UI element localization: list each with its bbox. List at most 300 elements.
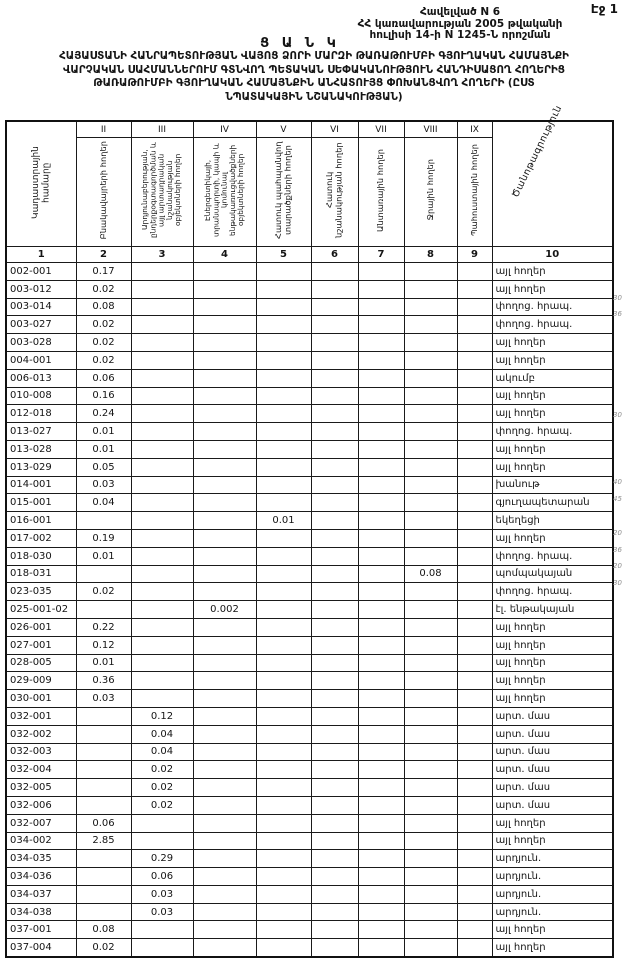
value-cell-settlement: 0.02 xyxy=(76,316,131,334)
cadastral-code-cell: 032-003 xyxy=(6,743,76,761)
value-cell-infrastructure xyxy=(193,832,256,850)
value-cell-special xyxy=(311,850,358,868)
value-cell-forest xyxy=(358,476,404,494)
header-special-lands: Հատուկ նշանակության հողեր xyxy=(311,138,358,247)
table-row xyxy=(6,868,613,886)
value-cell-reserve xyxy=(457,423,492,441)
note-cell: փողոց. հրապ. xyxy=(492,547,613,565)
value-cell-protected xyxy=(256,583,311,601)
cadastral-code-cell: 015-001 xyxy=(6,494,76,512)
value-cell-forest xyxy=(358,316,404,334)
table-row xyxy=(6,458,613,476)
value-cell-settlement: 0.19 xyxy=(76,529,131,547)
table-row xyxy=(6,761,613,779)
cadastral-number-label: Կադաստրային համարը xyxy=(30,146,52,219)
value-cell-water xyxy=(404,512,457,530)
value-cell-protected xyxy=(256,263,311,281)
value-cell-protected xyxy=(256,405,311,423)
appendix-line: ՀՀ կառավարության 2005 թվականի xyxy=(357,17,563,30)
value-cell-reserve xyxy=(457,885,492,903)
table-row xyxy=(6,583,613,601)
table-row xyxy=(6,512,613,530)
cadastral-code-cell: 018-030 xyxy=(6,547,76,565)
value-cell-water xyxy=(404,263,457,281)
cadastral-code-cell: 032-004 xyxy=(6,761,76,779)
value-cell-water xyxy=(404,707,457,725)
value-cell-special xyxy=(311,636,358,654)
cadastral-code-cell: 034-036 xyxy=(6,868,76,886)
value-cell-forest xyxy=(358,636,404,654)
value-cell-special xyxy=(311,743,358,761)
value-cell-protected xyxy=(256,761,311,779)
value-cell-reserve xyxy=(457,298,492,316)
value-cell-industrial xyxy=(131,387,193,405)
value-cell-industrial xyxy=(131,369,193,387)
value-cell-settlement: 0.03 xyxy=(76,690,131,708)
value-cell-infrastructure xyxy=(193,334,256,352)
cadastral-code-cell: 003-014 xyxy=(6,298,76,316)
value-cell-protected xyxy=(256,636,311,654)
value-cell-protected xyxy=(256,387,311,405)
margin-mark: 40 xyxy=(613,478,622,487)
value-cell-infrastructure xyxy=(193,761,256,779)
note-cell: փողոց. հրապ. xyxy=(492,423,613,441)
note-cell: փողոց. հրապ. xyxy=(492,583,613,601)
value-cell-forest xyxy=(358,850,404,868)
value-cell-infrastructure xyxy=(193,707,256,725)
value-cell-infrastructure xyxy=(193,921,256,939)
value-cell-protected xyxy=(256,440,311,458)
value-cell-industrial xyxy=(131,405,193,423)
value-cell-reserve xyxy=(457,440,492,458)
header-forest-lands: Անտառային հողեր xyxy=(358,138,404,247)
value-cell-forest xyxy=(358,832,404,850)
value-cell-infrastructure xyxy=(193,529,256,547)
note-cell: այլ հողեր xyxy=(492,654,613,672)
value-cell-industrial: 0.04 xyxy=(131,743,193,761)
value-cell-infrastructure xyxy=(193,458,256,476)
value-cell-special xyxy=(311,529,358,547)
value-cell-forest xyxy=(358,921,404,939)
note-cell: այլ հողեր xyxy=(492,440,613,458)
value-cell-reserve xyxy=(457,832,492,850)
note-cell: գյուղապետարան xyxy=(492,494,613,512)
value-cell-infrastructure xyxy=(193,494,256,512)
cadastral-code-cell: 010-008 xyxy=(6,387,76,405)
value-cell-forest xyxy=(358,565,404,583)
value-cell-special xyxy=(311,547,358,565)
value-cell-protected: 0.01 xyxy=(256,512,311,530)
value-cell-infrastructure xyxy=(193,850,256,868)
value-cell-reserve xyxy=(457,636,492,654)
header-industrial-lands: Արդյունաբերության, ընդերքօգտագործման և այլ արտադրական նշանակության օբյեկտների հողեր xyxy=(131,138,193,247)
value-cell-water xyxy=(404,654,457,672)
table-row xyxy=(6,440,613,458)
value-cell-water xyxy=(404,280,457,298)
value-cell-water xyxy=(404,547,457,565)
value-cell-water xyxy=(404,690,457,708)
value-cell-water xyxy=(404,903,457,921)
column-number-row xyxy=(6,247,613,263)
value-cell-forest xyxy=(358,423,404,441)
table-row xyxy=(6,814,613,832)
table-row xyxy=(6,832,613,850)
value-cell-settlement xyxy=(76,565,131,583)
value-cell-forest xyxy=(358,601,404,619)
cadastral-code-cell: 034-037 xyxy=(6,885,76,903)
value-cell-infrastructure xyxy=(193,903,256,921)
note-cell: այլ հողեր xyxy=(492,458,613,476)
value-cell-water xyxy=(404,939,457,957)
value-cell-water xyxy=(404,316,457,334)
value-cell-special xyxy=(311,512,358,530)
note-cell: փողոց. հրապ. xyxy=(492,298,613,316)
value-cell-special xyxy=(311,832,358,850)
value-cell-settlement: 0.03 xyxy=(76,476,131,494)
value-cell-reserve xyxy=(457,868,492,886)
cadastral-code-cell: 006-013 xyxy=(6,369,76,387)
value-cell-industrial xyxy=(131,565,193,583)
value-cell-protected xyxy=(256,885,311,903)
table-row xyxy=(6,796,613,814)
value-cell-special xyxy=(311,298,358,316)
value-cell-settlement: 0.17 xyxy=(76,263,131,281)
column-number-cell: 7 xyxy=(358,247,404,263)
cadastral-code-cell: 013-029 xyxy=(6,458,76,476)
cadastral-code-cell: 030-001 xyxy=(6,690,76,708)
value-cell-settlement xyxy=(76,761,131,779)
column-number-cell: 3 xyxy=(131,247,193,263)
note-cell: արդյուն. xyxy=(492,885,613,903)
table-row xyxy=(6,707,613,725)
value-cell-forest xyxy=(358,690,404,708)
value-cell-reserve xyxy=(457,512,492,530)
value-cell-water xyxy=(404,529,457,547)
value-cell-water xyxy=(404,743,457,761)
cadastral-code-cell: 028-005 xyxy=(6,654,76,672)
value-cell-protected xyxy=(256,476,311,494)
value-cell-industrial xyxy=(131,494,193,512)
value-cell-special xyxy=(311,423,358,441)
value-cell-water xyxy=(404,850,457,868)
value-cell-forest xyxy=(358,458,404,476)
roman-cell: IV xyxy=(193,121,256,138)
cadastral-code-cell: 037-004 xyxy=(6,939,76,957)
value-cell-infrastructure xyxy=(193,512,256,530)
table-row xyxy=(6,654,613,672)
roman-cell: V xyxy=(256,121,311,138)
value-cell-special xyxy=(311,814,358,832)
value-cell-infrastructure xyxy=(193,743,256,761)
value-cell-special xyxy=(311,761,358,779)
value-cell-protected xyxy=(256,565,311,583)
cadastral-code-cell: 034-002 xyxy=(6,832,76,850)
header-note-column xyxy=(492,103,613,247)
value-cell-forest xyxy=(358,298,404,316)
value-cell-reserve xyxy=(457,583,492,601)
value-cell-forest xyxy=(358,387,404,405)
value-cell-infrastructure: 0.002 xyxy=(193,601,256,619)
value-cell-industrial xyxy=(131,547,193,565)
value-cell-industrial xyxy=(131,832,193,850)
value-cell-industrial xyxy=(131,921,193,939)
value-cell-water xyxy=(404,440,457,458)
note-cell: խանութ xyxy=(492,476,613,494)
table-row xyxy=(6,547,613,565)
table-row xyxy=(6,423,613,441)
value-cell-industrial: 0.02 xyxy=(131,761,193,779)
note-cell: արտ. մաս xyxy=(492,725,613,743)
value-cell-settlement: 2.85 xyxy=(76,832,131,850)
note-cell: փողոց. հրապ. xyxy=(492,316,613,334)
value-cell-infrastructure xyxy=(193,280,256,298)
value-cell-industrial xyxy=(131,512,193,530)
value-cell-settlement xyxy=(76,512,131,530)
value-cell-settlement: 0.02 xyxy=(76,939,131,957)
value-cell-industrial xyxy=(131,298,193,316)
table-row xyxy=(6,387,613,405)
margin-mark: 36 xyxy=(613,310,622,319)
table-row xyxy=(6,476,613,494)
appendix-line: հուլիսի 14-ի N 1245-Ն որոշման xyxy=(369,29,551,41)
value-cell-reserve xyxy=(457,850,492,868)
appendix-line: Հավելված N 6 xyxy=(419,6,501,18)
cadastral-code-cell: 032-007 xyxy=(6,814,76,832)
table-row xyxy=(6,369,613,387)
value-cell-special xyxy=(311,921,358,939)
roman-cell: III xyxy=(131,121,193,138)
header-protected-lands: Հատուկ պահպանվող տարածքների հողեր xyxy=(256,138,311,247)
table-row xyxy=(6,850,613,868)
value-cell-water xyxy=(404,725,457,743)
roman-cell: VIII xyxy=(404,121,457,138)
table-row xyxy=(6,298,613,316)
note-cell: պոմպակայան xyxy=(492,565,613,583)
value-cell-settlement: 0.36 xyxy=(76,672,131,690)
value-cell-forest xyxy=(358,280,404,298)
value-cell-reserve xyxy=(457,565,492,583)
note-cell: արտ. մաս xyxy=(492,779,613,797)
value-cell-industrial xyxy=(131,334,193,352)
value-cell-industrial xyxy=(131,690,193,708)
value-cell-reserve xyxy=(457,387,492,405)
value-cell-special xyxy=(311,280,358,298)
cadastral-code-cell: 003-028 xyxy=(6,334,76,352)
value-cell-water xyxy=(404,458,457,476)
value-cell-water xyxy=(404,885,457,903)
value-cell-reserve xyxy=(457,725,492,743)
value-cell-water xyxy=(404,761,457,779)
table-row xyxy=(6,494,613,512)
value-cell-settlement: 0.02 xyxy=(76,351,131,369)
value-cell-protected xyxy=(256,903,311,921)
value-cell-settlement xyxy=(76,743,131,761)
value-cell-protected xyxy=(256,316,311,334)
margin-mark: 20 xyxy=(613,562,622,571)
value-cell-settlement xyxy=(76,903,131,921)
value-cell-settlement: 0.06 xyxy=(76,814,131,832)
column-number-cell: 1 xyxy=(6,247,76,263)
value-cell-forest xyxy=(358,405,404,423)
value-cell-forest xyxy=(358,494,404,512)
note-cell: այլ հողեր xyxy=(492,334,613,352)
value-cell-forest xyxy=(358,796,404,814)
value-cell-settlement: 0.12 xyxy=(76,636,131,654)
value-cell-settlement: 0.01 xyxy=(76,547,131,565)
table-row xyxy=(6,779,613,797)
column-number-cell: 9 xyxy=(457,247,492,263)
table-row xyxy=(6,529,613,547)
value-cell-protected xyxy=(256,868,311,886)
table-row xyxy=(6,725,613,743)
note-cell: այլ հողեր xyxy=(492,405,613,423)
table-row xyxy=(6,405,613,423)
cadastral-code-cell: 025-001-02 xyxy=(6,601,76,619)
value-cell-settlement: 0.05 xyxy=(76,458,131,476)
value-cell-water xyxy=(404,832,457,850)
value-cell-reserve xyxy=(457,494,492,512)
title-line: ՆՊԱՏԱԿԱՅԻՆ ՆՇԱՆԱԿՈՒԹՅԱՆ) xyxy=(225,90,403,103)
value-cell-water xyxy=(404,583,457,601)
value-cell-forest xyxy=(358,779,404,797)
value-cell-settlement: 0.01 xyxy=(76,654,131,672)
value-cell-infrastructure xyxy=(193,672,256,690)
value-cell-infrastructure xyxy=(193,885,256,903)
value-cell-settlement xyxy=(76,850,131,868)
value-cell-special xyxy=(311,707,358,725)
value-cell-settlement: 0.16 xyxy=(76,387,131,405)
value-cell-reserve xyxy=(457,743,492,761)
note-cell: արդյուն. xyxy=(492,868,613,886)
note-cell: այլ հողեր xyxy=(492,636,613,654)
value-cell-water: 0.08 xyxy=(404,565,457,583)
value-cell-forest xyxy=(358,583,404,601)
note-cell: այլ հողեր xyxy=(492,690,613,708)
value-cell-forest xyxy=(358,939,404,957)
value-cell-special xyxy=(311,458,358,476)
value-cell-reserve xyxy=(457,280,492,298)
value-cell-infrastructure xyxy=(193,440,256,458)
margin-mark: 36 xyxy=(613,545,622,554)
value-cell-water xyxy=(404,921,457,939)
land-parcels-table xyxy=(5,103,614,958)
value-cell-industrial xyxy=(131,440,193,458)
value-cell-protected xyxy=(256,779,311,797)
value-cell-settlement xyxy=(76,707,131,725)
value-cell-industrial: 0.12 xyxy=(131,707,193,725)
value-cell-industrial: 0.06 xyxy=(131,868,193,886)
value-cell-special xyxy=(311,779,358,797)
value-cell-industrial xyxy=(131,263,193,281)
value-cell-reserve xyxy=(457,316,492,334)
value-cell-forest xyxy=(358,529,404,547)
note-cell: այլ հողեր xyxy=(492,280,613,298)
value-cell-infrastructure xyxy=(193,690,256,708)
value-cell-protected xyxy=(256,601,311,619)
margin-mark: 20 xyxy=(613,528,622,537)
value-cell-settlement xyxy=(76,725,131,743)
value-cell-protected xyxy=(256,814,311,832)
header-settlement-lands: Բնակավայրերի հողեր xyxy=(76,138,131,247)
value-cell-forest xyxy=(358,743,404,761)
value-cell-reserve xyxy=(457,690,492,708)
cadastral-code-cell: 018-031 xyxy=(6,565,76,583)
table-row xyxy=(6,280,613,298)
title-line: ԹԱՌԱԹՈՒՄԲԻ ԳՅՈՒՂԱԿԱՆ ՀԱՄԱՅՆՔԻՆ ԱՆՀԱՏՈՒՅՑ ՓՈԽԱՆՑՎՈՂ ՀՈՂԵՐԻ (ԸՍՏ xyxy=(93,77,535,89)
value-cell-industrial xyxy=(131,458,193,476)
roman-cell: IX xyxy=(457,121,492,138)
cadastral-code-cell: 017-002 xyxy=(6,529,76,547)
value-cell-infrastructure xyxy=(193,263,256,281)
title-line: ՀԱՅԱՍՏԱՆԻ ՀԱՆՐԱՊԵՏՈՒԹՅԱՆ ՎԱՅՈՑ ՁՈՐԻ ՄԱՐԶԻ ԹԱՌԱԹՈՒՄԲԻ ԳՅՈՒՂԱԿԱՆ ՀԱՄԱՅՆՔԻ xyxy=(59,50,569,62)
value-cell-protected xyxy=(256,423,311,441)
value-cell-special xyxy=(311,334,358,352)
value-cell-industrial xyxy=(131,939,193,957)
table-row xyxy=(6,601,613,619)
table-row xyxy=(6,334,613,352)
note-cell: էլ. ենթակայան xyxy=(492,601,613,619)
note-column-label: Ծանոթագրություն xyxy=(509,103,564,200)
value-cell-reserve xyxy=(457,707,492,725)
note-cell: արտ. մաս xyxy=(492,707,613,725)
value-cell-special xyxy=(311,939,358,957)
cadastral-code-cell: 002-001 xyxy=(6,263,76,281)
value-cell-infrastructure xyxy=(193,779,256,797)
value-cell-reserve xyxy=(457,779,492,797)
roman-numeral-row xyxy=(6,121,613,138)
cadastral-code-cell: 003-012 xyxy=(6,280,76,298)
value-cell-special xyxy=(311,690,358,708)
value-cell-water xyxy=(404,814,457,832)
value-cell-special xyxy=(311,387,358,405)
column-number-cell: 4 xyxy=(193,247,256,263)
value-cell-settlement xyxy=(76,601,131,619)
roman-cell: VI xyxy=(311,121,358,138)
value-cell-special xyxy=(311,583,358,601)
value-cell-infrastructure xyxy=(193,547,256,565)
value-cell-settlement: 0.02 xyxy=(76,334,131,352)
value-cell-industrial xyxy=(131,672,193,690)
value-cell-forest xyxy=(358,814,404,832)
value-cell-water xyxy=(404,351,457,369)
value-cell-water xyxy=(404,618,457,636)
value-cell-protected xyxy=(256,618,311,636)
value-cell-industrial: 0.02 xyxy=(131,779,193,797)
value-cell-protected xyxy=(256,725,311,743)
value-cell-reserve xyxy=(457,547,492,565)
value-cell-protected xyxy=(256,458,311,476)
value-cell-industrial xyxy=(131,583,193,601)
value-cell-forest xyxy=(358,868,404,886)
cadastral-code-cell: 029-009 xyxy=(6,672,76,690)
value-cell-settlement: 0.01 xyxy=(76,440,131,458)
value-cell-special xyxy=(311,725,358,743)
value-cell-protected xyxy=(256,654,311,672)
value-cell-infrastructure xyxy=(193,796,256,814)
value-cell-water xyxy=(404,369,457,387)
header-infrastructure-lands: Էներգետիկայի, տրանսպորտի, կապի և կոմունալ ենթակառուցվածքների օբյեկտների հողեր xyxy=(193,138,256,247)
value-cell-infrastructure xyxy=(193,654,256,672)
value-cell-reserve xyxy=(457,796,492,814)
column-number-cell: 8 xyxy=(404,247,457,263)
cadastral-code-cell: 014-001 xyxy=(6,476,76,494)
value-cell-settlement: 0.02 xyxy=(76,280,131,298)
value-cell-infrastructure xyxy=(193,814,256,832)
value-cell-infrastructure xyxy=(193,369,256,387)
value-cell-industrial xyxy=(131,316,193,334)
value-cell-settlement: 0.04 xyxy=(76,494,131,512)
note-cell: արդյուն. xyxy=(492,903,613,921)
